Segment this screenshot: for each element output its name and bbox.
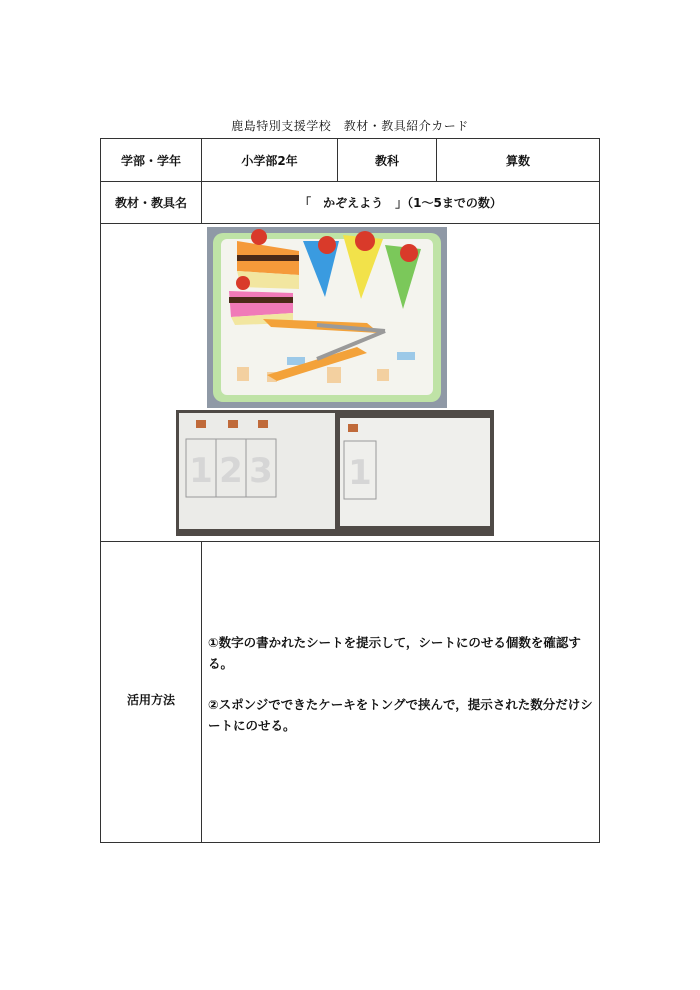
department-value: 小学部2年 <box>202 139 338 182</box>
sheet-digit: 1 <box>189 451 213 491</box>
usage-step-2: ②スポンジでできたケーキをトングで挟んで，提示された数分だけシートにのせる。 <box>208 697 593 733</box>
subject-label: 教科 <box>338 139 437 182</box>
number-sheets-photo <box>176 410 494 536</box>
sheet-digit: 1 <box>348 453 372 493</box>
subject-value: 算数 <box>437 139 600 182</box>
usage-label: 活用方法 <box>101 542 202 843</box>
department-label: 学部・学年 <box>101 139 202 182</box>
usage-step-1: ①数字の書かれたシートを提示して，シートにのせる個数を確認する。 <box>208 635 581 671</box>
sheet-digit: 3 <box>249 451 273 491</box>
cake-tray-photo <box>207 227 447 408</box>
material-label: 教材・教具名 <box>101 182 202 224</box>
introduction-card-table <box>100 138 600 843</box>
sheet-digit: 2 <box>219 451 243 491</box>
photo-cell <box>101 224 600 542</box>
usage-description <box>202 542 600 843</box>
material-name: 「 かぞえよう 」（1～5までの数） <box>202 182 600 224</box>
document-title: 鹿島特別支援学校 教材・教具紹介カード <box>231 119 469 133</box>
